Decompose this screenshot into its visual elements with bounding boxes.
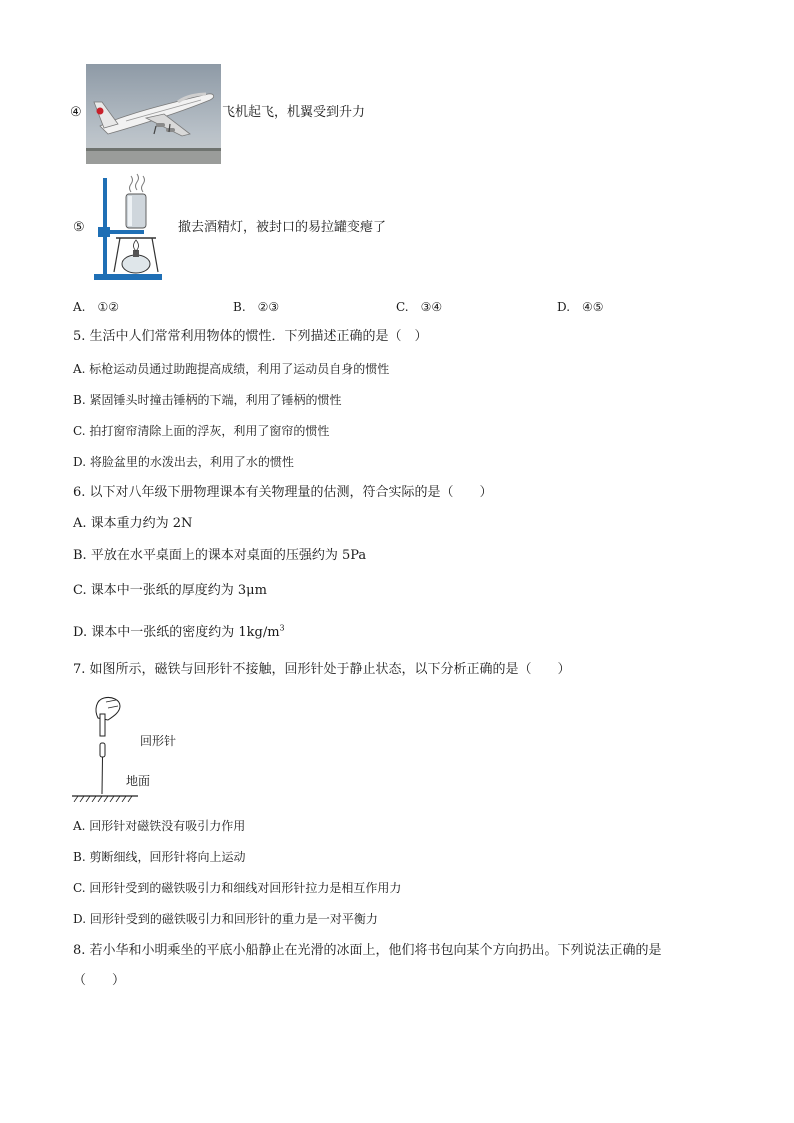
q4-option-a: A. ①②: [73, 300, 119, 314]
item4-marker: ④: [70, 105, 82, 120]
alcohol-lamp-apparatus: [92, 172, 164, 284]
q7-option-d: D. 回形针受到的磁铁吸引力和回形针的重力是一对平衡力: [73, 912, 378, 926]
q4-option-d: D. ④⑤: [557, 300, 604, 314]
q7-option-a: A. 回形针对磁铁没有吸引力作用: [73, 819, 246, 833]
q5-option-a: A. 标枪运动员通过助跑提高成绩，利用了运动员自身的惯性: [73, 362, 390, 376]
q5-stem: 5. 生活中人们常常利用物体的惯性．下列描述正确的是（ ）: [73, 329, 428, 344]
q6-option-b: B. 平放在水平桌面上的课本对桌面的压强约为 5Pa: [73, 548, 367, 563]
q6-option-d: D. 课本中一张纸的密度约为 $1kg/m^3$: [73, 623, 285, 640]
ground-label: 地面: [126, 774, 151, 788]
q5-option-d: D. 将脸盆里的水泼出去，利用了水的惯性: [73, 455, 294, 469]
q4-option-b: B. ②③: [233, 300, 280, 314]
q8-stem: 8. 若小华和小明乘坐的平底小船静止在光滑的冰面上，他们将书包向某个方向扔出。下列说法正确的是: [73, 943, 662, 958]
clip-label: 回形针: [140, 734, 177, 748]
item5-marker: ⑤: [73, 220, 85, 235]
q6-option-c: C. 课本中一张纸的厚度约为 3μm: [73, 583, 267, 598]
airplane-icon: [86, 64, 221, 164]
item5-caption: 撤去酒精灯，被封口的易拉罐变瘪了: [178, 220, 387, 235]
q7-option-c: C. 回形针受到的磁铁吸引力和细线对回形针拉力是相互作用力: [73, 881, 402, 895]
q4-option-c: C. ③④: [396, 300, 443, 314]
q8-blank: （ ）: [73, 973, 126, 988]
q7-option-b: B. 剪断细线，回形针将向上运动: [73, 850, 246, 864]
item4-caption: 飞机起飞，机翼受到升力: [222, 105, 366, 120]
q6-superscript: 3: [279, 623, 285, 633]
q6-stem: 6. 以下对八年级下册物理课本有关物理量的估测，符合实际的是（ ）: [73, 485, 493, 500]
q5-option-c: C. 拍打窗帘清除上面的浮灰，利用了窗帘的惯性: [73, 424, 330, 438]
q7-stem: 7. 如图所示，磁铁与回形针不接触，回形针处于静止状态，以下分析正确的是（ ）: [73, 662, 571, 677]
q5-option-b: B. 紧固锤头时撞击锤柄的下端，利用了锤柄的惯性: [73, 393, 342, 407]
q6-option-a: A. 课本重力约为 2N: [73, 516, 193, 531]
airplane-photo: [86, 64, 221, 164]
can-heating-apparatus-icon: [92, 172, 164, 284]
